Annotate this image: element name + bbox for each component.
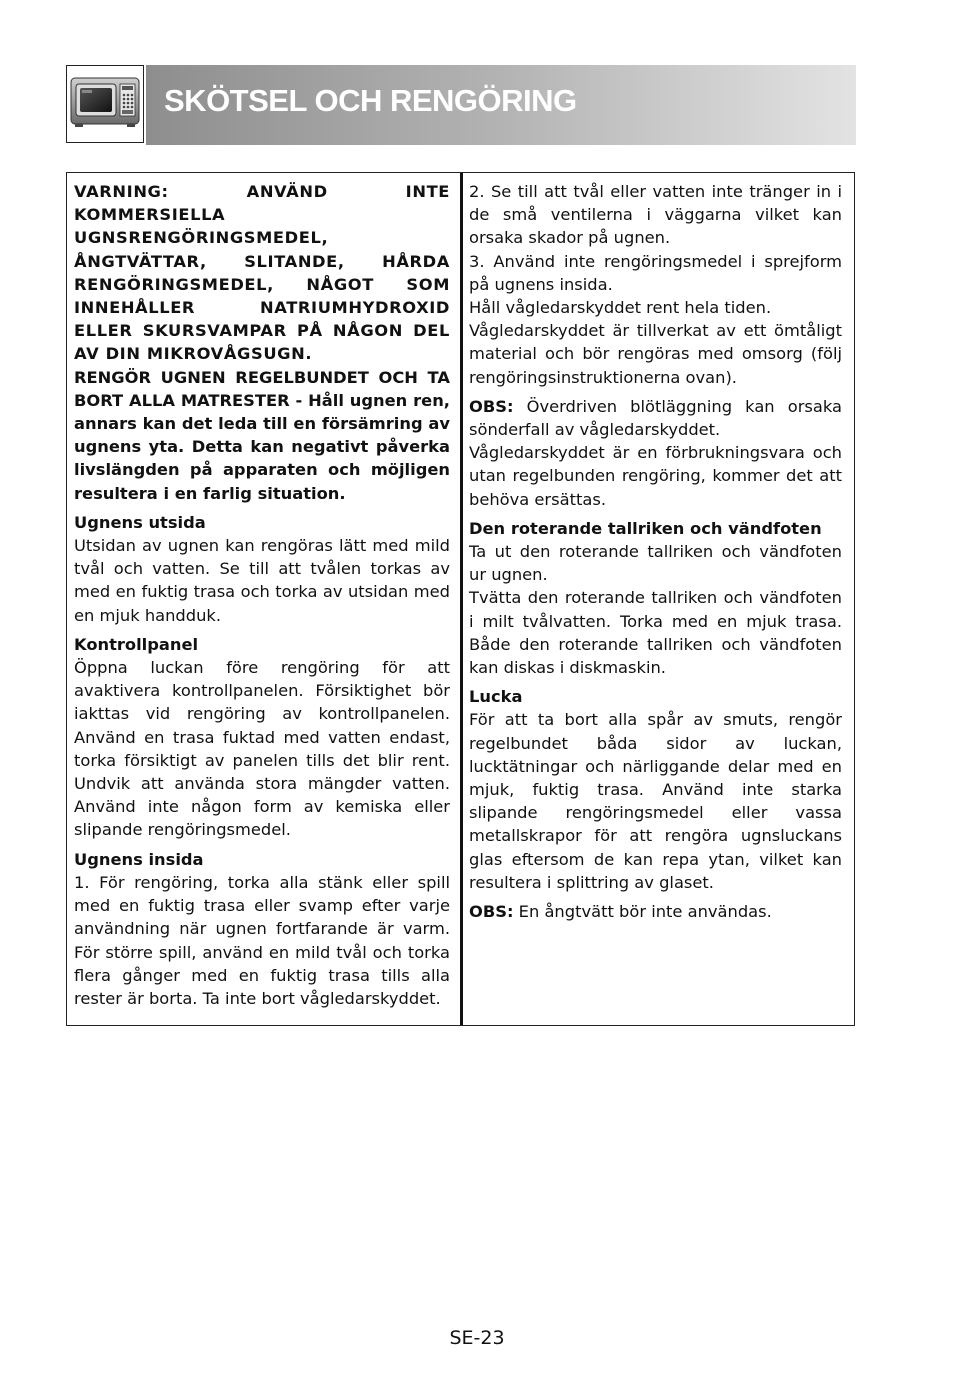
turntable-heading: Den roterande tallriken och vändfoten bbox=[469, 518, 822, 538]
waveguide-text-1: Håll vågledarskyddet rent hela tiden. bbox=[469, 298, 772, 318]
content-box bbox=[66, 172, 855, 1026]
obs-label: OBS: bbox=[469, 396, 514, 416]
door-text: För att ta bort alla spår av smuts, rengör regelbundet båda sidor av luckan, lucktätningar och närliggande delar med en mjuk, fuktig trasa. Använd inte starka slipande rengöringsmedel eller vassa metallskrapor för att rengöra ugnsluckans glas eftersom de kan repa ytan, vilket kan resultera i splittring av glaset. bbox=[469, 710, 842, 892]
right-column bbox=[469, 180, 842, 923]
left-column bbox=[74, 180, 450, 1010]
inside-step-3: 3. Använd inte rengöringsmedel i sprejform på ugnens insida. bbox=[469, 251, 842, 294]
column-divider bbox=[460, 173, 463, 1025]
section-header bbox=[66, 65, 856, 145]
warning-cleaning-text: RENGÖR UGNEN REGELBUNDET OCH TA BORT ALLA MATRESTER - Håll ugnen ren, annars kan det leda till en försämring av ugnens yta. Detta kan negativt påverka livslängden på apparaten och möjligen resultera i en farlig situation. bbox=[74, 367, 450, 503]
outside-text: Utsidan av ugnen kan rengöras lätt med mild tvål och vatten. Se till att tvålen torkas av med en fuktig trasa och torka av utsidan med en mjuk handduk. bbox=[74, 536, 450, 625]
obs-note-2-text: En ångtvätt bör inte användas. bbox=[513, 902, 772, 922]
waveguide-text-2: Vågledarskyddet är tillverkat av ett ömtåligt material och bör rengöras med omsorg (följ rengöringsinstruktionerna ovan). bbox=[469, 321, 842, 387]
obs-note-1-text: Överdriven blötläggning kan orsaka sönderfall av vågledarskyddet. bbox=[469, 396, 842, 440]
microwave-icon bbox=[66, 65, 144, 143]
inside-heading: Ugnens insida bbox=[74, 849, 204, 869]
control-panel-text: Öppna luckan före rengöring för att avaktivera kontrollpanelen. Försiktighet bör iakttas vid rengöring av kontrollpanelen. Använd en trasa fuktad med vatten endast, torka försiktigt av panelen tills det blir rent. Undvik att använda stora mängder vatten. Använd inte någon form av kemiska eller slipande rengöringsmedel. bbox=[74, 658, 450, 840]
page-number: SE-23 bbox=[449, 1327, 505, 1349]
obs-label: OBS: bbox=[469, 902, 514, 922]
door-heading: Lucka bbox=[469, 687, 523, 707]
obs-note-2 bbox=[469, 900, 842, 923]
warning-text: VARNING: ANVÄND INTE KOMMERSIELLA UGNSRENGÖRINGSMEDEL, ÅNGTVÄTTAR, SLITANDE, HÅRDA RENGÖRINGSMEDEL, NÅGOT SOM INNEHÅLLER NATRIUMHYDROXID ELLER SKURSVAMPAR PÅ NÅGON DEL AV DIN MIKROVÅGSUGN. bbox=[74, 182, 450, 364]
turntable-text-1: Ta ut den roterande tallriken och vändfoten ur ugnen. bbox=[469, 542, 842, 585]
control-panel-heading: Kontrollpanel bbox=[74, 634, 199, 654]
page-title: SKÖTSEL OCH RENGÖRING bbox=[164, 83, 577, 118]
inside-text: 1. För rengöring, torka alla stänk eller spill med en fuktig trasa eller svamp efter varje användning när ugnen fortfarande är varm. För större spill, använd en mild tvål och torka flera gånger med en fuktig trasa tills alla rester är borta. Ta inte bort vågledarskyddet. bbox=[74, 872, 450, 1008]
title-bar bbox=[146, 65, 856, 145]
turntable-text-2: Tvätta den roterande tallriken och vändfoten i milt tvålvatten. Torka med en mjuk trasa. Både den roterande tallriken och vändfoten kan diskas i diskmaskin. bbox=[469, 588, 842, 678]
obs-note-1 bbox=[469, 395, 842, 441]
inside-step-2: 2. Se till att tvål eller vatten inte tränger in i de små ventilerna i väggarna vilket kan orsaka skador på ugnen. bbox=[469, 182, 842, 248]
waveguide-text-3: Vågledarskyddet är en förbrukningsvara och utan regelbunden rengöring, kommer det att behöva ersättas. bbox=[469, 443, 842, 509]
outside-heading: Ugnens utsida bbox=[74, 512, 206, 532]
